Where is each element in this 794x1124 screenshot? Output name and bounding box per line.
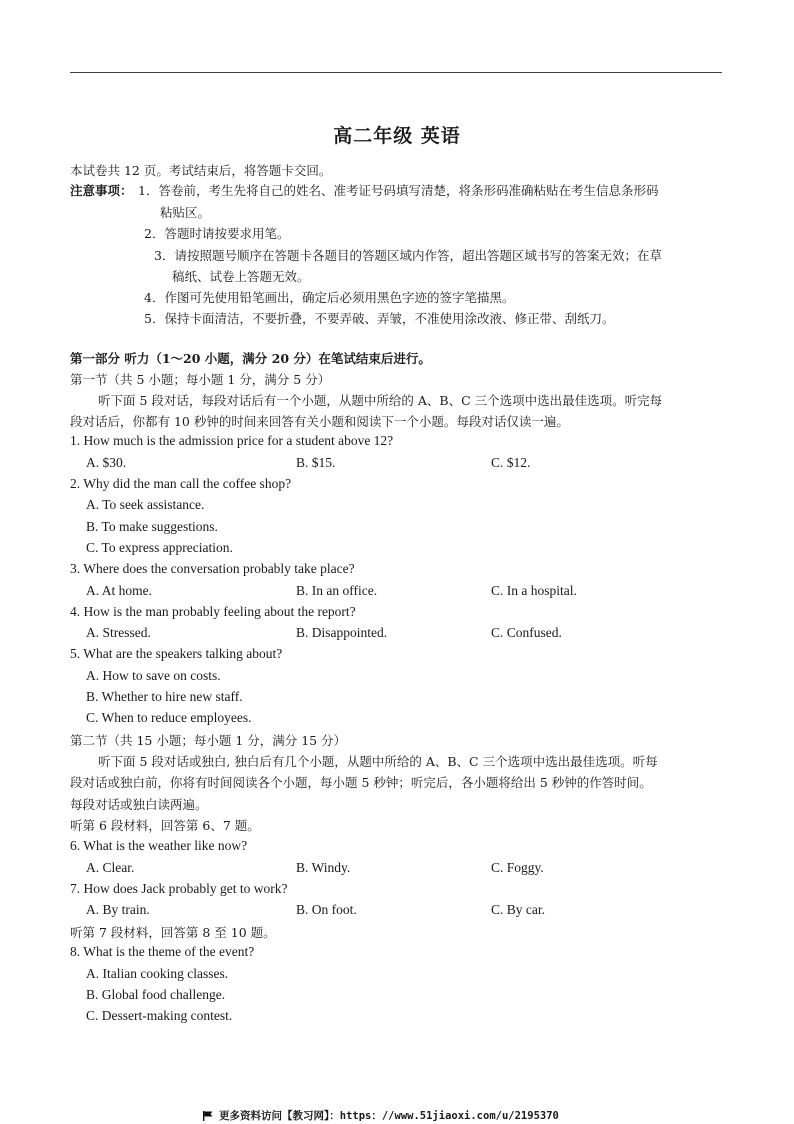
question-stem: 3. Where does the conversation probably take place? <box>70 561 355 576</box>
option-a: A. $30. <box>86 455 127 470</box>
option-b: B. Global food challenge. <box>86 987 226 1002</box>
footer-link[interactable] <box>203 1108 559 1123</box>
note-item-4: 4．作图可先使用铅笔画出，确定后必须用黑色字迹的签字笔描黑。 <box>144 290 515 305</box>
question-stem: 1. How much is the admission price for a student above 12? <box>70 433 394 448</box>
part1-heading: 第一部分 听力（1～20 小题，满分 20 分）在笔试结束后进行。 <box>70 351 431 366</box>
option-b: B. On foot. <box>296 902 357 917</box>
section1-instructions-cont: 段对话后，你都有 10 秒钟的时间来回答有关小题和阅读下一个小题。每段对话仅读一遍。 <box>70 414 569 429</box>
option-c: C. When to reduce employees. <box>86 710 252 725</box>
option-a: A. How to save on costs. <box>86 668 221 683</box>
option-a: A. Clear. <box>86 860 135 875</box>
option-c: C. Dessert-making contest. <box>86 1008 233 1023</box>
notes-label: 注意事项： <box>70 183 133 198</box>
flag-icon <box>203 1111 213 1120</box>
section2-heading: 第二节（共 15 小题；每小题 1 分，满分 15 分） <box>70 733 347 748</box>
section1-heading: 第一节（共 5 小题；每小题 1 分，满分 5 分） <box>70 372 331 387</box>
note-item-3-cont: 稿纸、试卷上答题无效。 <box>172 269 310 284</box>
option-a: A. Stressed. <box>86 625 151 640</box>
question-stem: 8. What is the theme of the event? <box>70 944 255 959</box>
question-stem: 5. What are the speakers talking about? <box>70 646 283 661</box>
material-6-heading: 听第 6 段材料，回答第 6、7 题。 <box>70 818 260 833</box>
section1-instructions: 听下面 5 段对话，每段对话后有一个小题，从题中所给的 A、B、C 三个选项中选出最佳选项。听完每 <box>98 393 663 408</box>
option-b: B. To make suggestions. <box>86 519 218 534</box>
section2-instructions-cont: 每段对话或独白读两遍。 <box>70 797 208 812</box>
option-b: B. Disappointed. <box>296 625 388 640</box>
question-stem: 7. How does Jack probably get to work? <box>70 881 288 896</box>
option-c: C. To express appreciation. <box>86 540 233 555</box>
note-item-3: 3．请按照题号顺序在答题卡各题目的答题区域内作答，超出答题区域书写的答案无效；在草 <box>154 248 662 263</box>
option-a: A. At home. <box>86 583 152 598</box>
section2-instructions-cont: 段对话或独白前，你将有时间阅读各个小题，每小题 5 秒钟；听完后，各小题将给出 5 秒钟的作答时间。 <box>70 775 652 790</box>
question-stem: 4. How is the man probably feeling about the report? <box>70 604 356 619</box>
option-c: C. Confused. <box>491 625 562 640</box>
footer-text: 更多资料访问【教习网】：https：//www.51jiaoxi.com/u/2195370 <box>219 1110 559 1122</box>
option-c: C. In a hospital. <box>491 583 577 598</box>
option-c: C. $12. <box>491 455 531 470</box>
note-item-1: 1．答卷前，考生先将自己的姓名、准考证号码填写清楚，将条形码准确粘贴在考生信息条形码 <box>138 183 659 198</box>
option-a: A. By train. <box>86 902 150 917</box>
option-c: C. By car. <box>491 902 545 917</box>
option-b: B. Windy. <box>296 860 351 875</box>
option-a: A. Italian cooking classes. <box>86 966 229 981</box>
question-stem: 2. Why did the man call the coffee shop? <box>70 476 292 491</box>
section2-instructions: 听下面 5 段对话或独白, 独白后有几个小题，从题中所给的 A、B、C 三个选项中选出最佳选项。听每 <box>98 754 658 769</box>
option-a: A. To seek assistance. <box>86 497 205 512</box>
option-b: B. Whether to hire new staff. <box>86 689 243 704</box>
question-stem: 6. What is the weather like now? <box>70 838 248 853</box>
intro-text: 本试卷共 12 页。考试结束后，将答题卡交回。 <box>70 163 332 178</box>
note-item-1-cont: 粘贴区。 <box>160 205 211 220</box>
option-b: B. $15. <box>296 455 336 470</box>
note-item-5: 5．保持卡面清洁，不要折叠，不要弄破、弄皱，不准使用涂改液、修正带、刮纸刀。 <box>144 311 615 326</box>
page-title: 高二年级 英语 <box>333 125 461 147</box>
header-rule <box>70 72 722 73</box>
option-c: C. Foggy. <box>491 860 544 875</box>
option-b: B. In an office. <box>296 583 378 598</box>
note-item-2: 2．答题时请按要求用笔。 <box>144 226 290 241</box>
material-7-heading: 听第 7 段材料，回答第 8 至 10 题。 <box>70 925 276 940</box>
